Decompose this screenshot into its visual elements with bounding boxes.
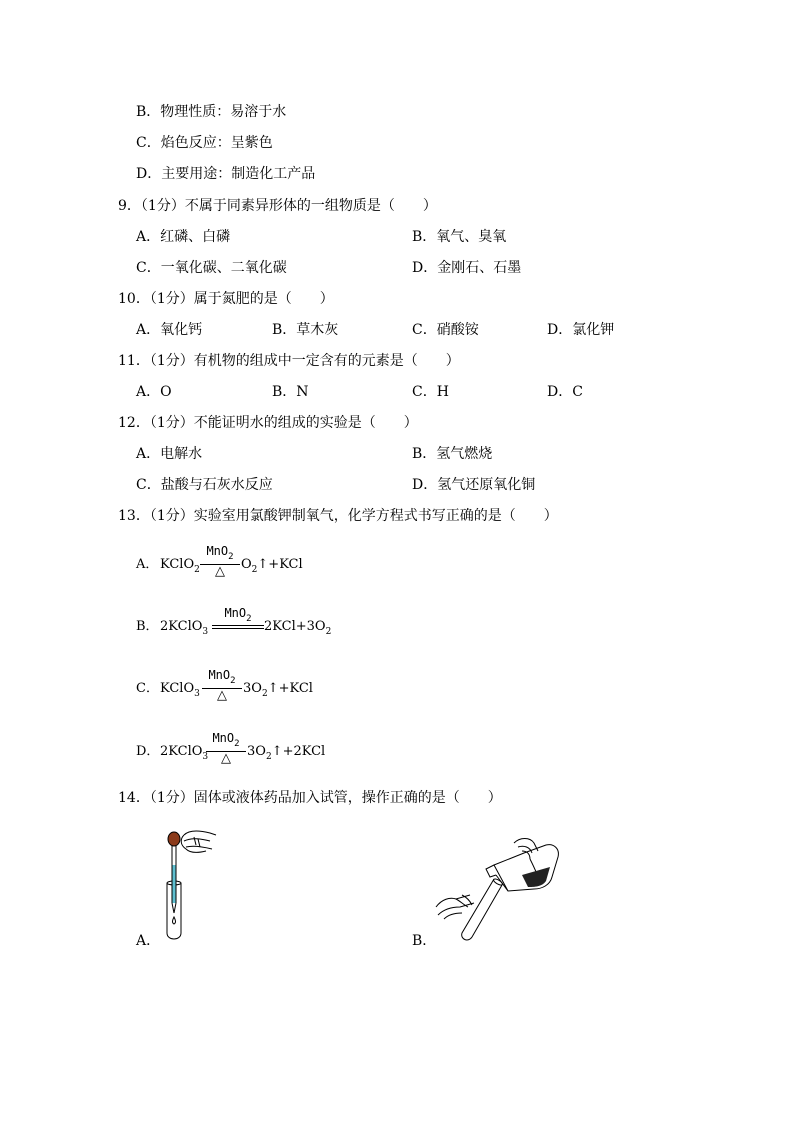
pouring-liquid-illustration [434, 835, 564, 945]
q8-option-b: B．物理性质：易溶于水 [136, 104, 287, 120]
q10-option-b: B．草木灰 [272, 322, 339, 338]
q13-d-label: D． [136, 744, 160, 759]
q9-option-c: C．一氧化碳、二氧化碳 [136, 260, 287, 276]
q13-c-product: $3O_2↑+KCl$ [243, 681, 313, 699]
q13-b-catalyst: MnO$_2$ [224, 606, 252, 624]
q13-b-label: B． [136, 619, 159, 634]
q13-a-heat-symbol: △ [215, 564, 225, 579]
q12-option-c: C．盐酸与石灰水反应 [136, 477, 273, 493]
q11-stem: 11．（1分）有机物的组成中一定含有的元素是（ ） [118, 353, 460, 369]
q13-c-reactant: KClO$_3$ [160, 681, 200, 699]
q13-d-catalyst: MnO$_2$ [212, 731, 240, 749]
q13-d-reactant: 2KClO$_3$ [160, 744, 209, 762]
q11-option-c: C．H [412, 384, 449, 400]
q13-equation-c [136, 668, 356, 708]
q10-option-a: A．氧化钙 [136, 322, 203, 338]
q9-stem: 9．（1分）不属于同素异形体的一组物质是（ ） [118, 198, 437, 214]
q13-d-heat-symbol: △ [221, 751, 231, 766]
q13-equation-b [136, 606, 356, 646]
q13-stem: 13．（1分）实验室用氯酸钾制氧气，化学方程式书写正确的是（ ） [118, 508, 558, 524]
q12-option-a: A．电解水 [136, 446, 203, 462]
q13-d-product: $3O_2↑+2KCl$ [247, 744, 326, 762]
q14-option-b: B． [412, 933, 437, 949]
q11-option-b: B．N [272, 384, 309, 400]
q13-c-heat-symbol: △ [217, 688, 227, 703]
q12-stem: 12．（1分）不能证明水的组成的实验是（ ） [118, 415, 418, 431]
q14-option-a: A． [136, 933, 161, 949]
q13-c-catalyst: MnO$_2$ [208, 668, 236, 686]
q13-c-label: C． [136, 681, 159, 696]
q14-stem: 14．（1分）固体或液体药品加入试管，操作正确的是（ ） [118, 790, 502, 806]
q13-a-reactant: KClO$_2$ [160, 557, 200, 575]
q10-option-c: C．硝酸铵 [412, 322, 479, 338]
q13-a-product: $O_2↑+KCl$ [241, 557, 303, 575]
q10-stem: 10．（1分）属于氮肥的是（ ） [118, 291, 334, 307]
q11-option-d: D．C [547, 384, 583, 400]
q11-option-a: A．O [136, 384, 172, 400]
q9-option-d: D．金刚石、石墨 [412, 260, 522, 276]
q10-option-d: D．氯化钾 [547, 322, 615, 338]
q8-option-d: D．主要用途：制造化工产品 [136, 166, 316, 182]
q13-a-catalyst: MnO$_2$ [206, 544, 234, 562]
q13-b-equals-sign [212, 625, 264, 629]
q12-option-d: D．氢气还原氧化铜 [412, 477, 536, 493]
q9-option-a: A．红磷、白磷 [136, 229, 231, 245]
q13-b-product: $2KCl+3O_2$ [264, 619, 332, 637]
q8-option-c: C．焰色反应：呈紫色 [136, 135, 273, 151]
q13-equation-d [136, 731, 356, 771]
dropper-test-tube-illustration [150, 825, 220, 945]
q13-equation-a [136, 544, 336, 584]
q13-a-label: A． [136, 557, 159, 572]
q13-b-reactant: 2KClO$_3$ [160, 619, 209, 637]
q12-option-b: B．氢气燃烧 [412, 446, 493, 462]
q9-option-b: B．氧气、臭氧 [412, 229, 507, 245]
